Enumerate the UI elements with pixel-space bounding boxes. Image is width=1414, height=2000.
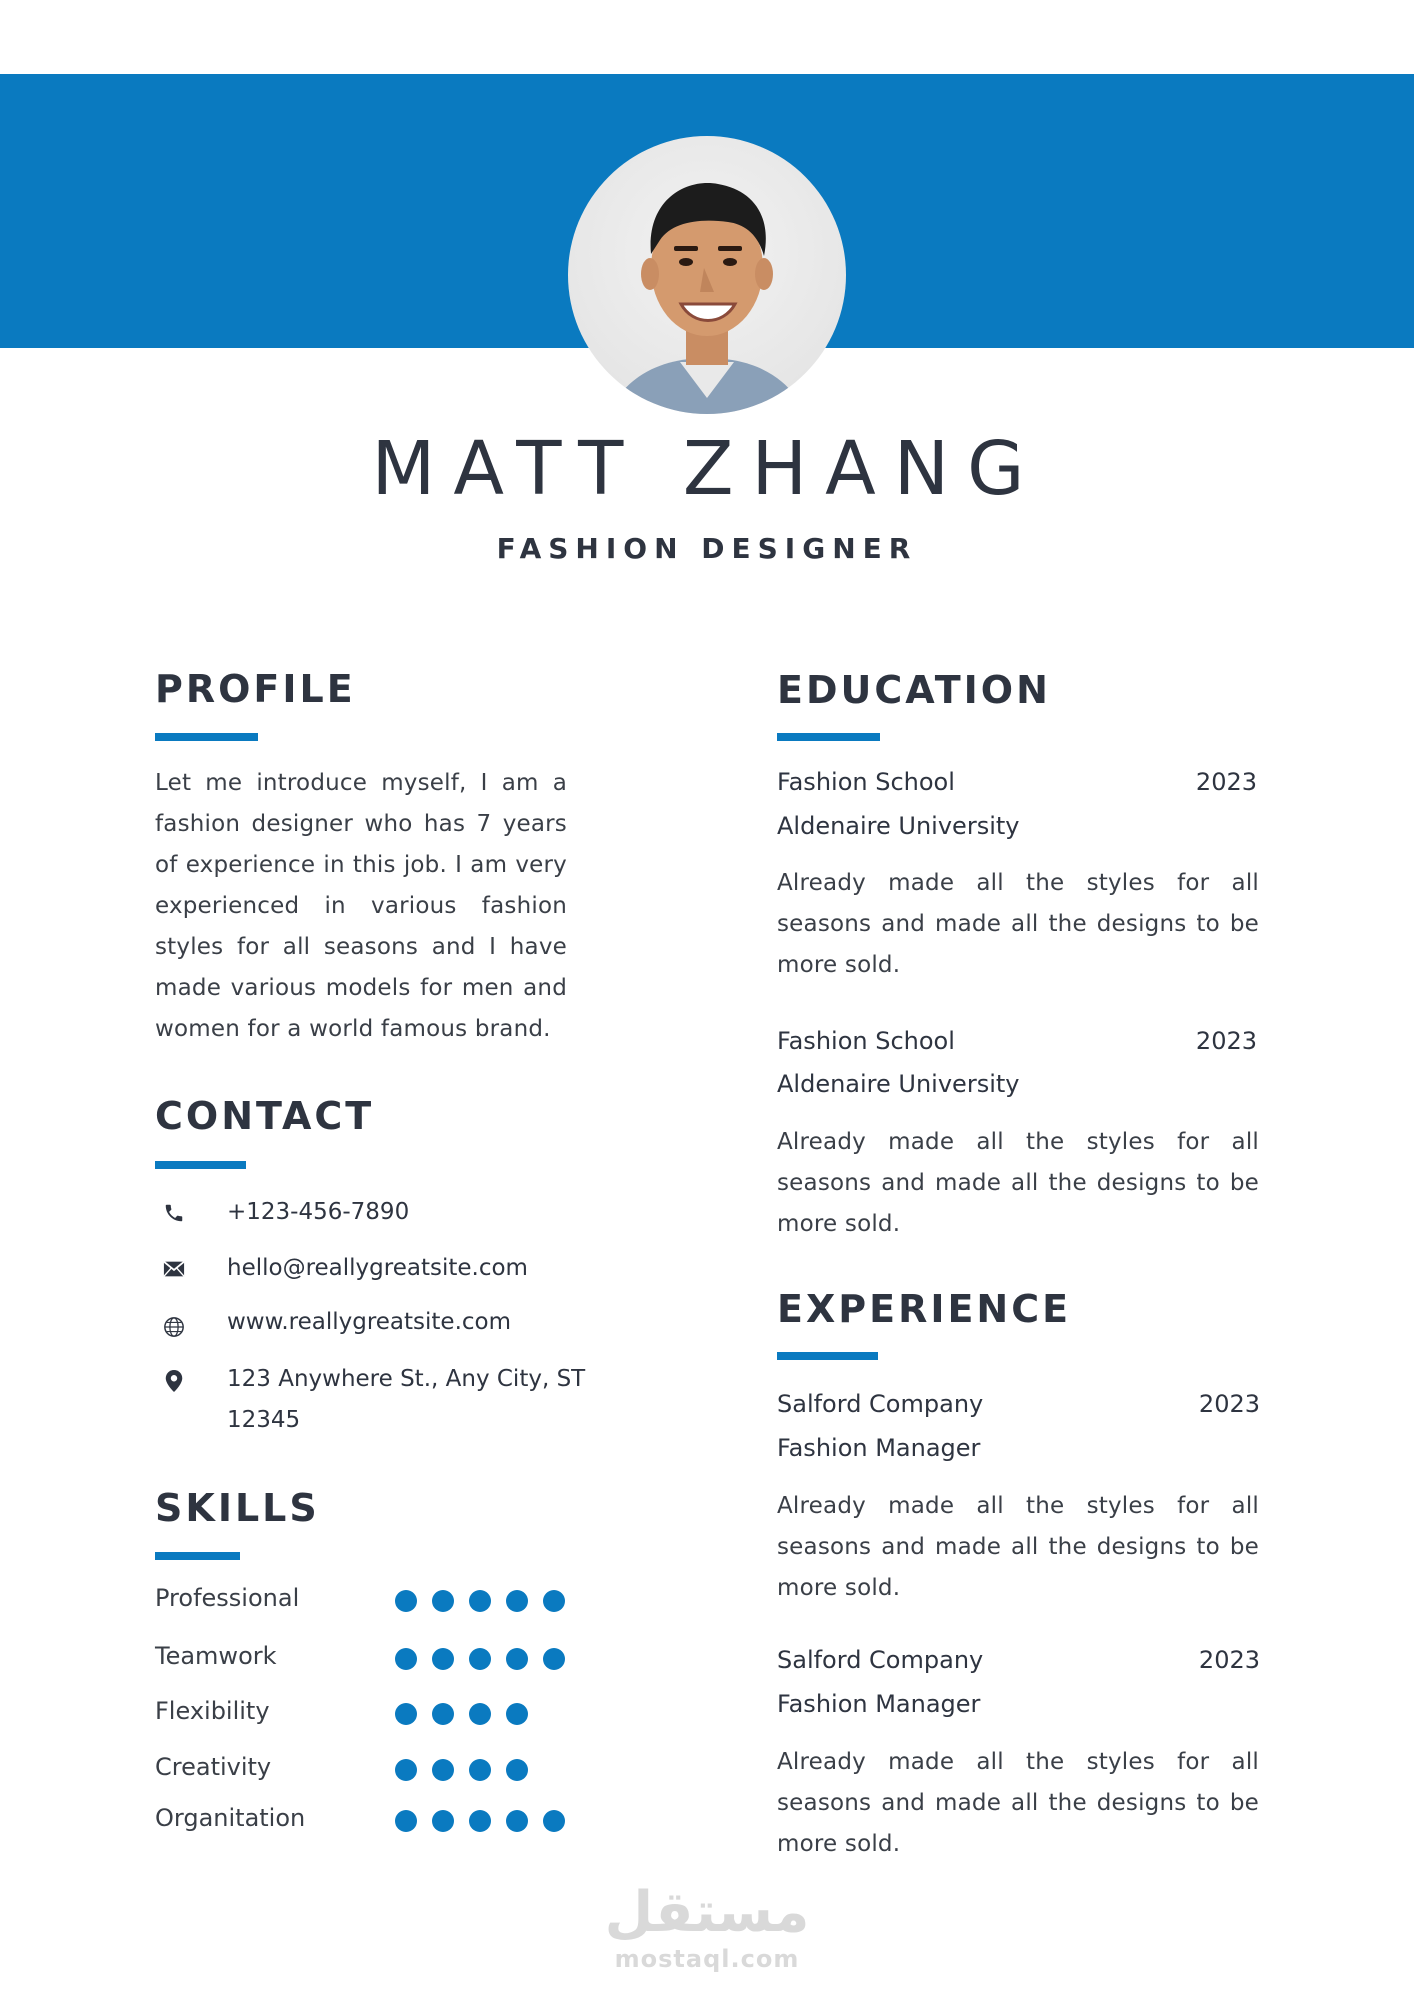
watermark-url: mostaql.com bbox=[614, 1945, 800, 1973]
education-2-title: Fashion School bbox=[777, 1027, 955, 1055]
skills-underline bbox=[155, 1552, 240, 1560]
skill-dot bbox=[395, 1759, 417, 1781]
experience-2-text: Already made all the styles for all seasons and made all the designs to be more sold. bbox=[777, 1749, 1259, 1857]
experience-2-subtitle: Fashion Manager bbox=[777, 1690, 981, 1718]
skill-dot bbox=[506, 1648, 528, 1670]
skill-dot bbox=[506, 1703, 528, 1725]
skill-dot bbox=[469, 1648, 491, 1670]
skill-dot bbox=[395, 1810, 417, 1832]
skill-dot bbox=[469, 1590, 491, 1612]
skill-dot bbox=[506, 1590, 528, 1612]
skill-dot bbox=[395, 1648, 417, 1670]
phone-icon bbox=[159, 1198, 189, 1228]
skill-dot bbox=[543, 1590, 565, 1612]
skill-dot bbox=[469, 1759, 491, 1781]
education-1-title: Fashion School bbox=[777, 768, 955, 796]
skill-rating bbox=[395, 1590, 565, 1612]
skill-rating bbox=[395, 1648, 565, 1670]
skill-dot bbox=[395, 1590, 417, 1612]
location-pin-icon bbox=[159, 1366, 189, 1396]
website-link[interactable]: www.reallygreatsite.com bbox=[227, 1309, 512, 1335]
education-2-text: Already made all the styles for all seasons and made all the designs to be more sold. bbox=[777, 1129, 1259, 1237]
education-heading: EDUCATION bbox=[777, 668, 1051, 712]
experience-2-year: 2023 bbox=[1198, 1646, 1260, 1674]
watermark bbox=[0, 1880, 1414, 1973]
skill-dot bbox=[432, 1703, 454, 1725]
skill-dot bbox=[432, 1590, 454, 1612]
contact-heading: CONTACT bbox=[155, 1094, 375, 1138]
experience-1-year: 2023 bbox=[1198, 1390, 1260, 1418]
experience-underline bbox=[777, 1352, 878, 1360]
experience-heading: EXPERIENCE bbox=[777, 1287, 1072, 1331]
education-2-subtitle: Aldenaire University bbox=[777, 1070, 1020, 1098]
phone-text: +123-456-7890 bbox=[227, 1199, 410, 1225]
globe-icon bbox=[159, 1312, 189, 1342]
skill-dot bbox=[543, 1648, 565, 1670]
education-2-year: 2023 bbox=[1195, 1027, 1257, 1055]
skill-rating bbox=[395, 1810, 565, 1832]
skill-dot bbox=[469, 1703, 491, 1725]
education-1-subtitle: Aldenaire University bbox=[777, 812, 1020, 840]
skill-dot bbox=[395, 1703, 417, 1725]
experience-1-title: Salford Company bbox=[777, 1390, 984, 1418]
skill-dot bbox=[432, 1648, 454, 1670]
experience-1-text: Already made all the styles for all seasons and made all the designs to be more sold. bbox=[777, 1493, 1259, 1601]
skill-dot bbox=[506, 1759, 528, 1781]
skill-dot bbox=[432, 1759, 454, 1781]
skill-rating bbox=[395, 1703, 528, 1725]
education-1-year: 2023 bbox=[1195, 768, 1257, 796]
skill-dot bbox=[469, 1810, 491, 1832]
candidate-name: MATT ZHANG bbox=[371, 426, 1043, 512]
address-line-1: 123 Anywhere St., Any City, ST bbox=[227, 1366, 586, 1392]
profile-text: Let me introduce myself, I am a fashion designer who has 7 years of experience in this job. I am very experienced in various fashion styles for all seasons and I have made various models for men and women for a world famous brand. bbox=[155, 770, 567, 1042]
skill-label: Organitation bbox=[155, 1804, 306, 1832]
portrait-illustration bbox=[568, 136, 846, 414]
watermark-arabic: مستقل bbox=[604, 1880, 810, 1945]
experience-2-title: Salford Company bbox=[777, 1646, 984, 1674]
skill-label: Creativity bbox=[155, 1753, 272, 1781]
skill-dot bbox=[543, 1810, 565, 1832]
address-line-2: 12345 bbox=[227, 1407, 301, 1433]
skills-heading: SKILLS bbox=[155, 1486, 320, 1530]
education-1-text: Already made all the styles for all seasons and made all the designs to be more sold. bbox=[777, 870, 1259, 978]
contact-underline bbox=[155, 1161, 246, 1169]
candidate-title: FASHION DESIGNER bbox=[496, 532, 918, 565]
education-underline bbox=[777, 733, 880, 741]
skill-label: Teamwork bbox=[155, 1642, 277, 1670]
profile-heading: PROFILE bbox=[155, 667, 356, 711]
profile-photo bbox=[568, 136, 846, 414]
skill-dot bbox=[506, 1810, 528, 1832]
skill-label: Professional bbox=[155, 1584, 300, 1612]
skill-rating bbox=[395, 1759, 528, 1781]
profile-underline bbox=[155, 733, 258, 741]
skill-label: Flexibility bbox=[155, 1697, 270, 1725]
skill-dot bbox=[432, 1810, 454, 1832]
experience-1-subtitle: Fashion Manager bbox=[777, 1434, 981, 1462]
envelope-icon bbox=[159, 1254, 189, 1284]
email-link[interactable]: hello@reallygreatsite.com bbox=[227, 1255, 528, 1281]
